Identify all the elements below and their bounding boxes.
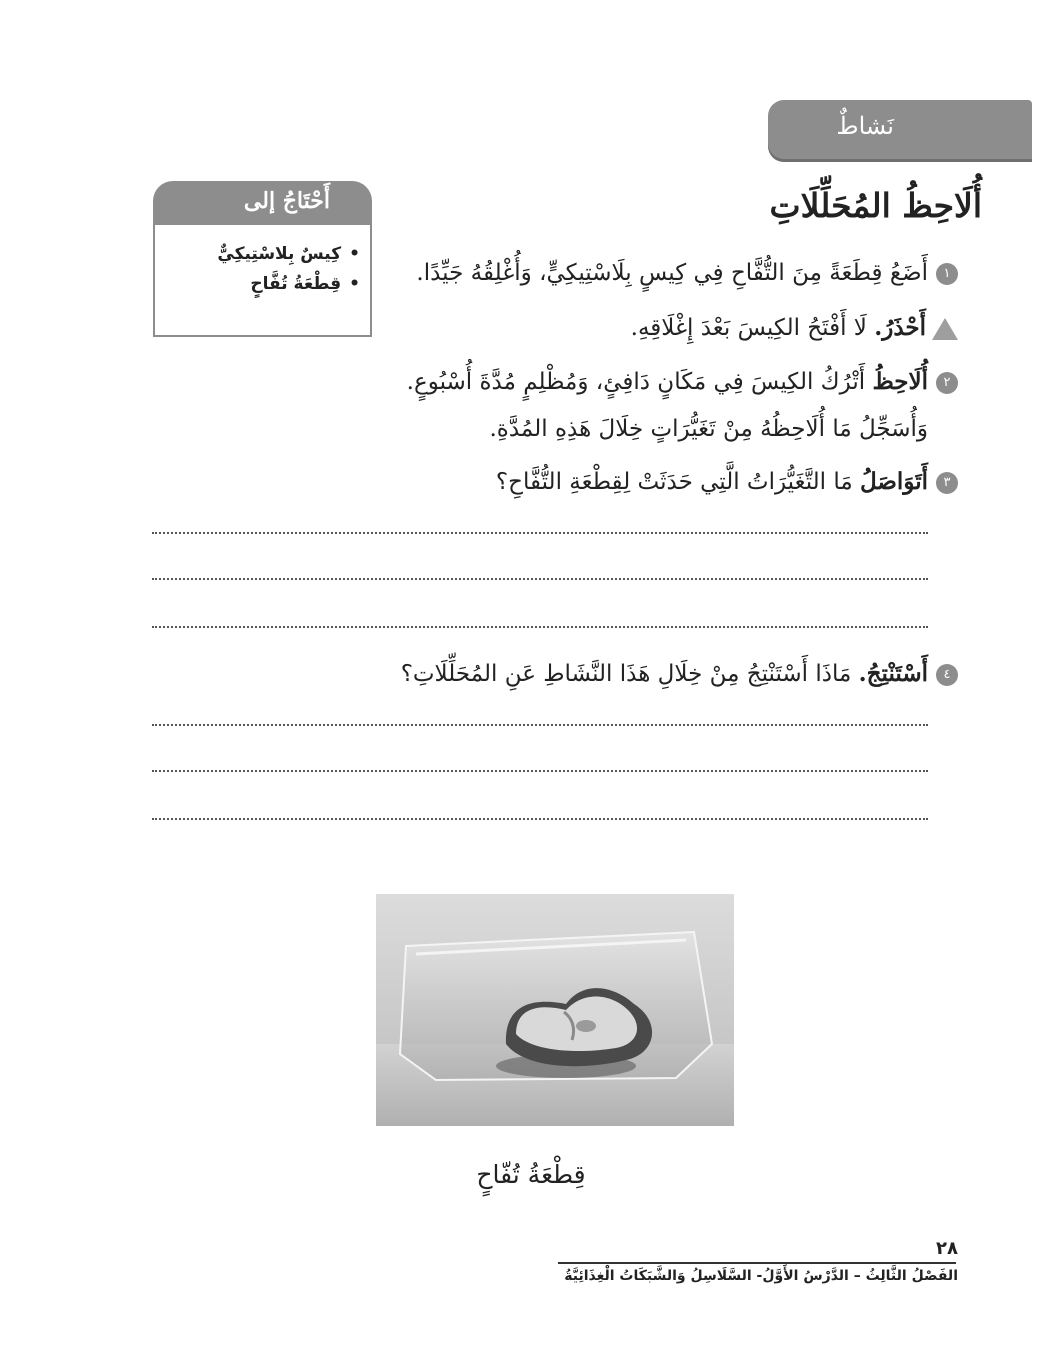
step-keyword: أُلَاحِظُ <box>872 368 928 395</box>
step-text: أَتْرُكُ الكِيسَ فِي مَكَانٍ دَافِئٍ، وَمُظْلِمٍ مُدَّةَ أُسْبُوعٍ. <box>406 369 866 395</box>
step-text: أَضَعُ قِطَعَةً مِنَ التُّفَّاحِ فِي كِيسٍ بِلَاسْتِيكِيٍّ، وَأُغْلِقُهُ جَيِّدًا. <box>416 260 928 286</box>
materials-item: • قِطْعَةُ تُفَّاحٍ <box>217 269 360 299</box>
warning-line <box>631 314 958 341</box>
page-title: أُلَاحِظُ المُحَلِّلَاتِ <box>769 186 982 225</box>
step-number: ١ <box>936 263 958 285</box>
answer-line[interactable] <box>152 818 928 820</box>
step-3 <box>496 468 958 495</box>
materials-list <box>217 239 360 299</box>
warning-text: لَا أَفْتَحُ الكِيسَ بَعْدَ إِغْلَاقِهِ. <box>630 315 867 341</box>
step-keyword: أَتَوَاصَلُ <box>859 468 928 495</box>
step-4 <box>401 660 958 687</box>
apple-in-bag-illustration <box>376 894 734 1126</box>
apple-in-bag-photo <box>376 894 734 1126</box>
answer-line[interactable] <box>152 770 928 772</box>
step-keyword: أَسْتَنْتِجُ. <box>858 660 928 687</box>
materials-item: • كِيسٌ بِلاسْتِيكِيٌّ <box>217 239 360 269</box>
photo-caption: قِطْعَةُ تُفّاحٍ <box>476 1160 586 1189</box>
warning-keyword: أَحْذَرُ. <box>874 314 926 341</box>
step-text: مَاذَا أَسْتَنْتِجُ مِنْ خِلَالِ هَذَا النَّشَاطِ عَنِ المُحَلِّلَاتِ؟ <box>400 661 852 687</box>
materials-body <box>153 225 372 337</box>
answer-line[interactable] <box>152 724 928 726</box>
step-number: ٤ <box>936 664 958 686</box>
step-text: مَا التَّغَيُّرَاتُ الَّتِي حَدَثَتْ لِقِطْعَةِ التُّفَّاحِ؟ <box>495 469 853 495</box>
activity-tab-label: نَشاطٌ <box>836 112 894 140</box>
footer-chapter-text: الفَصْلُ الثَّالِثُ – الدَّرْسُ الأَوَّلُ- السَّلَاسِلُ وَالشَّبَكَاتُ الْغِذَائِيَّةُ <box>564 1268 958 1284</box>
materials-header <box>153 181 372 225</box>
answer-line[interactable] <box>152 578 928 580</box>
step-number: ٢ <box>936 372 958 394</box>
warning-triangle-icon <box>932 318 958 340</box>
page-number: ٢٨ <box>936 1238 958 1259</box>
step-2 <box>407 368 958 395</box>
answer-line[interactable] <box>152 532 928 534</box>
footer-divider <box>558 1262 956 1264</box>
step-1 <box>416 260 958 286</box>
step-number: ٣ <box>936 472 958 494</box>
answer-line[interactable] <box>152 626 928 628</box>
activity-tab <box>768 100 1032 162</box>
materials-title: أَحْتَاجُ إلى <box>243 188 330 214</box>
materials-box <box>153 181 372 339</box>
step-2-line-2: وَأُسَجِّلُ مَا أُلَاحِظُهُ مِنْ تَغَيُّرَاتٍ خِلَالَ هَذِهِ المُدَّةِ. <box>489 416 928 442</box>
